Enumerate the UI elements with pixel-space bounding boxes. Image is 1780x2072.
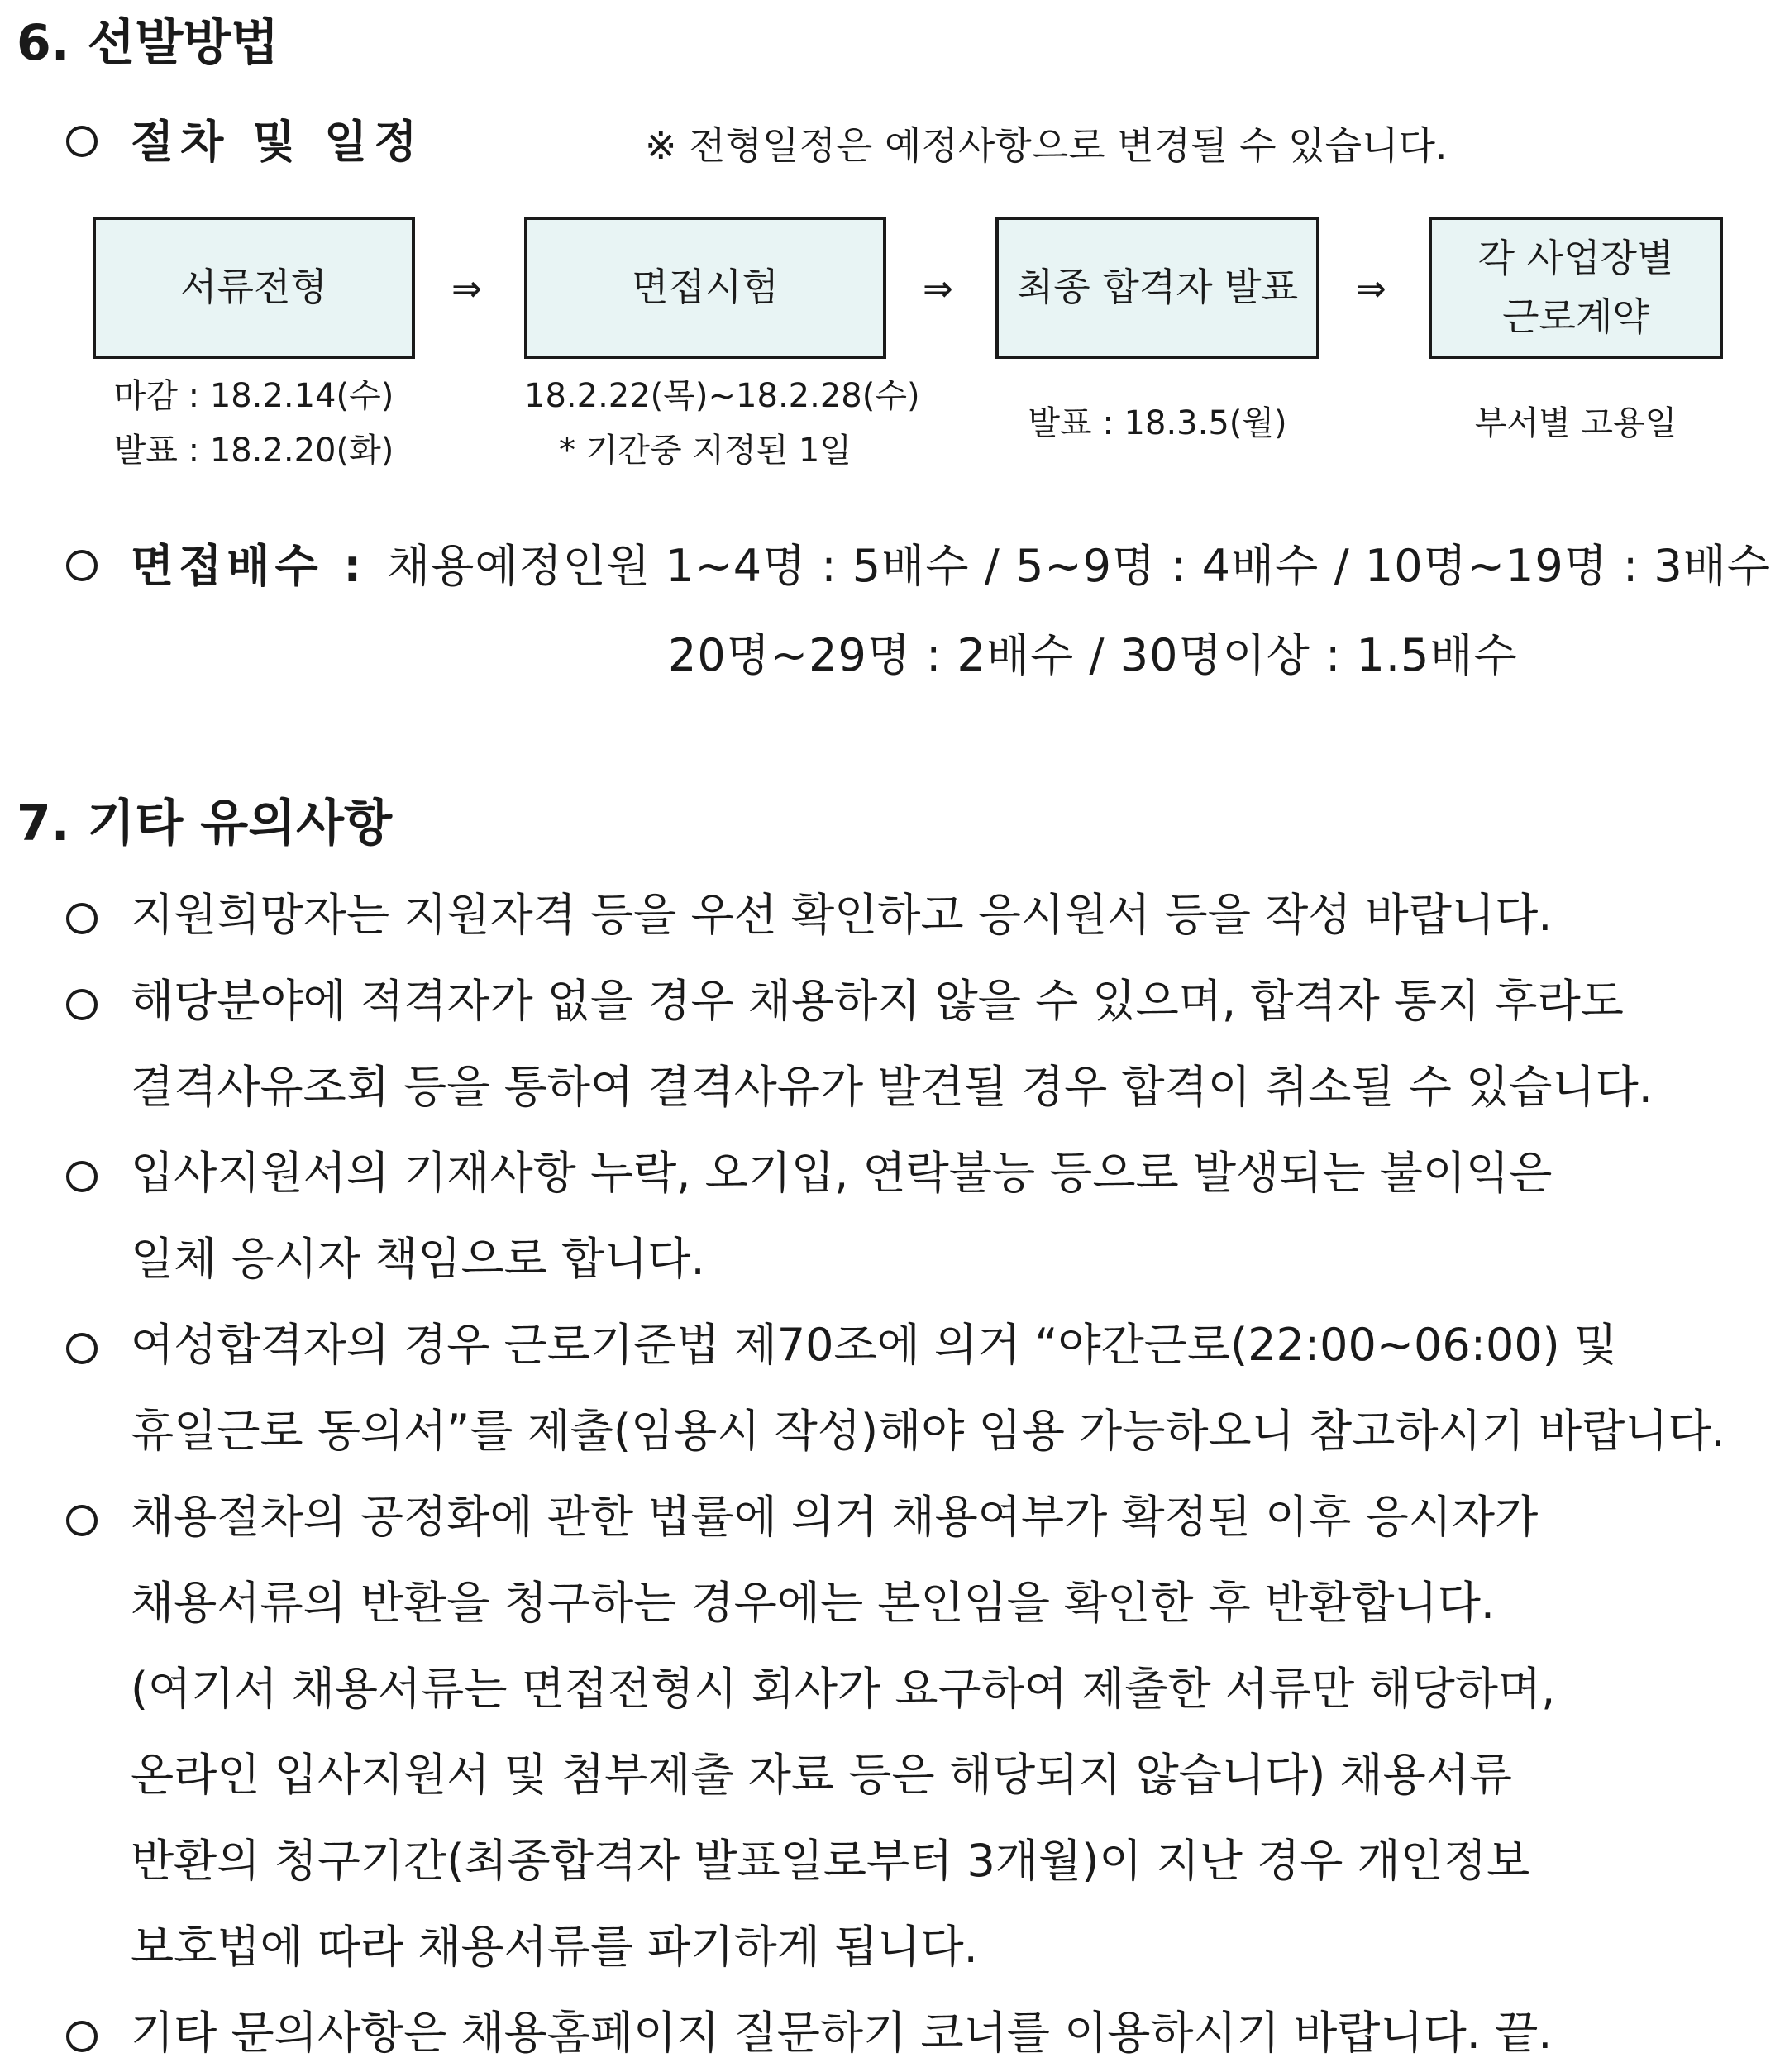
step-detail: 부서별 고용일 (1474, 404, 1677, 442)
bullet-circle-icon (66, 2021, 98, 2052)
note-line: 온라인 입사지원서 및 첨부제출 자료 등은 해당되지 않습니다) 채용서류 (131, 1749, 1513, 1801)
step-box-interview (524, 217, 886, 359)
step-label-line: 근로계약 (1502, 294, 1649, 339)
bullet-circle-icon (66, 989, 98, 1020)
bullet-circle-icon (66, 1161, 98, 1192)
note-line: 입사지원서의 기재사항 누락, 오기입, 연락불능 등으로 발생되는 불이익은 (131, 1147, 1553, 1199)
note-line: 채용절차의 공정화에 관한 법률에 의거 채용여부가 확정된 이후 응시자가 (131, 1491, 1539, 1543)
note-line: 해당분야에 적격자가 없을 경우 채용하지 않을 수 있으며, 합격자 통지 후라도 (131, 975, 1624, 1027)
note-line: 여성합격자의 경우 근로기준법 제70조에 의거 “야간근로(22:00~06:00) 및 (131, 1319, 1618, 1371)
step-detail: * 기간중 지정된 1일 (558, 432, 852, 470)
schedule-note: ※ 전형일정은 예정사항으로 변경될 수 있습니다. (645, 123, 1448, 168)
step-detail: 발표 : 18.3.5(월) (1028, 404, 1287, 442)
step-box-final-announcement (995, 217, 1319, 359)
step-detail: 발표 : 18.2.20(화) (113, 432, 394, 470)
note-line: 반환의 청구기간(최종합격자 발표일로부터 3개월)이 지난 경우 개인정보 (131, 1835, 1530, 1887)
section-7-heading: 7. 기타 유의사항 (17, 795, 393, 852)
note-line: 채용서류의 반환을 청구하는 경우에는 본인임을 확인한 후 반환합니다. (131, 1577, 1496, 1629)
bullet-circle-icon (66, 1505, 98, 1536)
procedure-title: 절차 및 일정 (131, 116, 424, 168)
step-detail: 마감 : 18.2.14(수) (113, 377, 394, 415)
right-arrow-icon: ⇒ (1356, 268, 1386, 310)
step-label-line: 각 사업장별 (1477, 235, 1674, 280)
step-detail: 18.2.22(목)~18.2.28(수) (524, 377, 920, 415)
step-box-document-screening (93, 217, 415, 359)
bullet-circle-icon (66, 903, 98, 934)
right-arrow-icon: ⇒ (451, 268, 482, 310)
step-box-employment-contract (1429, 217, 1723, 359)
bullet-circle-icon (66, 550, 98, 581)
note-line: 기타 문의사항은 채용홈페이지 질문하기 코너를 이용하시기 바랍니다. 끝. (131, 2007, 1553, 2059)
note-line: 결격사유조회 등을 통하여 결격사유가 발견될 경우 합격이 취소될 수 있습니다. (131, 1061, 1653, 1113)
interview-ratio-line: 20명~29명 : 2배수 / 30명이상 : 1.5배수 (668, 629, 1518, 681)
interview-ratio-line: 채용예정인원 1~4명 : 5배수 / 5~9명 : 4배수 / 10명~19명 : 3배수 (387, 540, 1772, 592)
section-6-heading: 6. 선발방법 (17, 14, 279, 72)
note-line: 지원희망자는 지원자격 등을 우선 확인하고 응시원서 등을 작성 바랍니다. (131, 889, 1553, 941)
bullet-circle-icon (66, 1333, 98, 1364)
note-line: 일체 응시자 책임으로 합니다. (131, 1233, 705, 1285)
note-line: 보호법에 따라 채용서류를 파기하게 됩니다. (131, 1921, 978, 1973)
note-line: (여기서 채용서류는 면접전형시 회사가 요구하여 제출한 서류만 해당하며, (131, 1663, 1556, 1715)
interview-ratio-title: 면접배수 : (131, 540, 367, 592)
note-line: 휴일근로 동의서”를 제출(임용시 작성)해야 임용 가능하오니 참고하시기 바랍니다. (131, 1405, 1725, 1457)
bullet-circle-icon (66, 126, 98, 157)
right-arrow-icon: ⇒ (923, 268, 953, 310)
step-label: 최종 합격자 발표 (1016, 265, 1299, 310)
step-label: 면접시험 (632, 265, 779, 310)
step-label: 서류전형 (180, 265, 327, 310)
